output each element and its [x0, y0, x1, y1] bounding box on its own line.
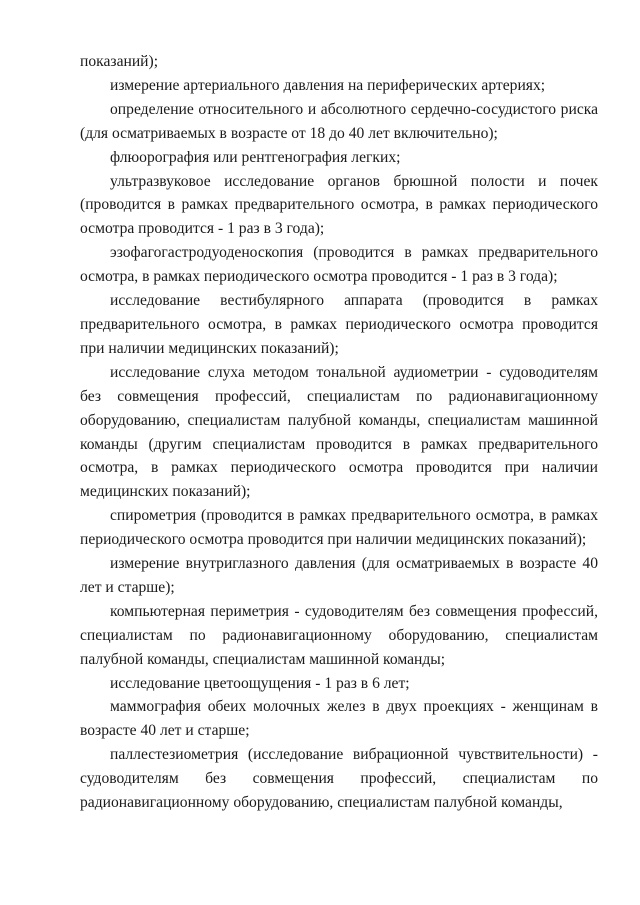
paragraph-vestibular: исследование вестибулярного аппарата (проводится в рамках предварительного осмотра, в рамках периодического осмотра проводится при наличии медицинских показаний); [80, 292, 598, 357]
paragraph-mammography: маммография обеих молочных желез в двух проекциях - женщинам в возрасте 40 лет и старше; [80, 698, 598, 740]
paragraph-audiometry: исследование слуха методом тональной аудиометрии - судоводителям без совмещения профессий, специалистам по радионавигационному оборудованию, специалистам палубной команды, специалистам машинной команды (другим специалистам проводится в рамках предварительного осмотра, в рамках периодического осмотра проводится при наличии медицинских показаний); [80, 363, 598, 501]
paragraph-esophagogastroduodenoscopy: эзофагогастродуоденоскопия (проводится в рамках предварительного осмотра, в рамках периодического осмотра проводится - 1 раз в 3 года); [80, 244, 598, 286]
paragraph-intraocular-pressure: измерение внутриглазного давления (для осматриваемых в возрасте 40 лет и старше); [80, 555, 598, 596]
paragraph-fluorography: флюорография или рентгенография легких; [110, 148, 401, 166]
paragraph-cardiovascular-risk: определение относительного и абсолютного сердечно-сосудистого риска (для осматриваемых в возрасте от 18 до 40 лет включительно); [80, 100, 598, 142]
document-page [80, 50, 598, 815]
paragraph-continuation: показаний); [80, 53, 159, 70]
paragraph-spirometry: спирометрия (проводится в рамках предварительного осмотра, в рамках периодического осмотра проводится при наличии медицинских показаний); [80, 507, 598, 549]
paragraph-color-perception: исследование цветоощущения - 1 раз в 6 лет; [110, 674, 410, 692]
paragraph-blood-pressure: измерение артериального давления на периферических артериях; [110, 76, 546, 94]
paragraph-pallesthesiometry: паллестезиометрия (исследование вибрационной чувствительности) - судоводителям без совмещения профессий, специалистам по радионавигационному оборудованию, специалистам палубной команды, [80, 746, 598, 812]
paragraph-ultrasound: ультразвуковое исследование органов брюшной полости и почек (проводится в рамках предварительного осмотра, в рамках периодического осмотра проводится - 1 раз в 3 года); [80, 172, 598, 238]
paragraph-perimetry: компьютерная периметрия - судоводителям без совмещения профессий, специалистам по радионавигационному оборудованию, специалистам палубной команды, специалистам машинной команды; [80, 602, 598, 668]
